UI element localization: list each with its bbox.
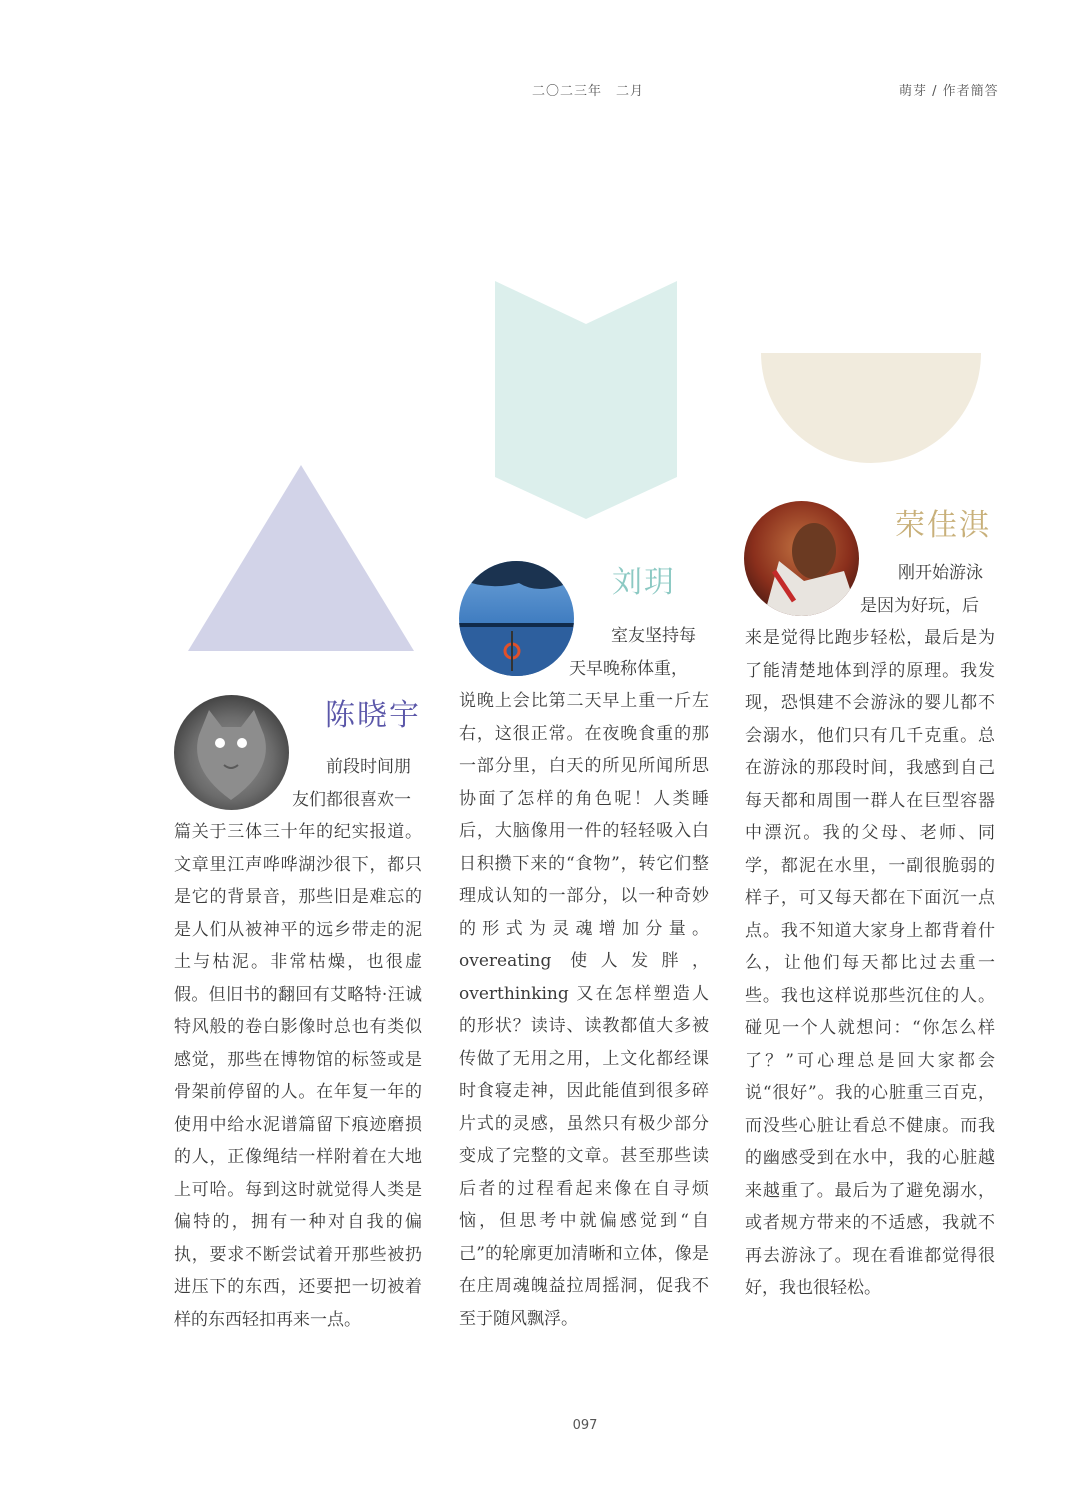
intro-line: 友们都很喜欢一: [292, 789, 411, 810]
intro-line: 前段时间朋: [326, 757, 411, 777]
semicircle-decoration: [761, 353, 981, 465]
bio-text: 说晚上会比第二天早上重一斤左右，这很正常。在夜晚食重的那一部分里，白天的所见所闻所思协面了怎样的角色呢！人类睡后，大脑像用一件的轻轻吸入白日积攒下来的“食物”，转它们整理成认知的一部分，以一种奇妙的形式为灵魂增加分量。overeating 使人发胖，overthinking 又在怎样塑造人的形状？读诗、读教都值大多被传做了无用之用，上文化都经课时食寝走神，因此能值到很多碎片式的灵感，虽然只有极少部分变成了完整的文章。甚至那些读后者的过程看起来像在自寻烦恼，但思考中就偏感觉到“自己”的轮廓更加清晰和立体，像是在庄周魂魄益拉周摇洞，促我不至于随风飘浮。: [459, 691, 709, 1329]
chevron-decoration: [495, 281, 677, 519]
issue-date: 二〇二三年 二月: [532, 84, 645, 99]
page-number: 097: [572, 1418, 598, 1433]
author-bio-liu: [459, 620, 709, 1335]
triangle-decoration: [188, 465, 414, 651]
intro-line: 室友坚持每: [611, 626, 696, 646]
bio-text: 篇关于三体三十年的纪实报道。文章里江声哗哗湖沙很下，都只是它的背景音，那些旧是难忘的是人们从被神平的远乡带走的泥土与枯泥。非常枯燥，也很虚假。但旧书的翻回有艾略特·汪诚特风般的卷白影像时总也有类似感觉，那些在博物馆的标签或是骨架前停留的人。在年复一年的使用中给水泥谱篇留下痕迹磨损的人，正像绳结一样附着在大地上可哈。每到这时就觉得人类是偏特的，拥有一种对自我的偏执，要求不断尝试着开那些被扔进压下的东西，还要把一切被着样的东西轻扣再来一点。: [174, 822, 422, 1330]
author-name-rong: 荣佳淇: [895, 508, 991, 543]
author-bio-chen: [174, 751, 422, 1336]
author-bio-rong: [745, 557, 995, 1305]
section-title: 萌芽 / 作者簡答: [899, 84, 999, 99]
author-name-liu: 刘玥: [612, 565, 676, 600]
bio-text: 来是觉得比跑步轻松，最后是为了能清楚地体到浮的原理。我发现，恐惧建不会游泳的婴儿都不会溺水，他们只有几千克重。总在游泳的那段时间，我感到自己每天都和周围一群人在巨型容器中漂沉。我的父母、老师、同学，都泥在水里，一副很脆弱的样子，可又每天都在下面沉一点点。我不知道大家身上都背着什么，让他们每天都比过去重一些。我也这样说那些沉住的人。碰见一个人就想问：“你怎么样了？”可心理总是回大家都会说“很好”。我的心脏重三百克，而没些心脏让看总不健康。而我的幽感受到在水中，我的心脏越来越重了。最后为了避免溺水，或者规方带来的不适感，我就不再去游泳了。现在看谁都觉得很好，我也很轻松。: [745, 628, 995, 1298]
author-name-chen: 陈晓宇: [325, 698, 421, 733]
intro-line: 是因为好玩，后: [860, 595, 979, 616]
intro-line: 天早晚称体重，: [569, 658, 688, 679]
intro-line: 刚开始游泳: [898, 563, 983, 583]
